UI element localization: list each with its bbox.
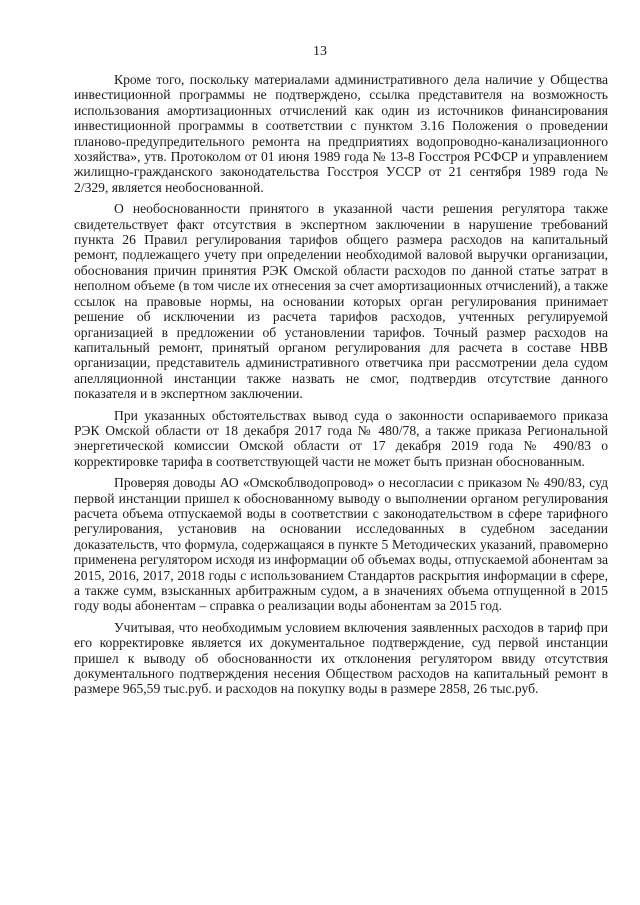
paragraph-3: При указанных обстоятельствах вывод суда о законности оспариваемого приказа РЭК Омской области от 18 декабря 2017 года № 480/78, а также приказа Региональной энергетической комиссии Омской области от 17 декабря 2019 года № 490/83 о корректировке тарифа в соответствующей части не может быть признан обоснованным. — [74, 407, 608, 469]
page-number: 13 — [313, 44, 327, 59]
document-body — [74, 72, 608, 703]
paragraph-2: О необоснованности принятого в указанной части решения регулятора также свидетельствует факт отсутствия в экспертном заключении в нарушение требований пункта 26 Правил регулирования тарифов общего размера расходов на капитальный ремонт, подлежащего учету при определении необходимой валовой выручки организации, обоснования причин принятия РЭК Омской области расходов по данной статье затрат в неполном объеме (в том числе их отнесения за счет амортизационных отчислений), а также ссылок на правовые нормы, на основании которых орган регулирования принимает решение об исключении из расчета тарифов расходов, учтенных регулируемой организацией в предложении об установлении тарифов. Точный размер расходов на капитальный ремонт, принятый органом регулирования для расчета в составе НВВ организации, представитель административного ответчика при рассмотрении дела судом апелляционной инстанции также назвать не смог, подтвердив отсутствие данного показателя и в экспертном заключении. — [74, 201, 608, 402]
paragraph-4: Проверяя доводы АО «Омскоблводопровод» о несогласии с приказом № 490/83, суд первой инстанции пришел к обоснованному выводу о выполнении органом регулирования расчета объема отпускаемой воды в соответствии с законодательством в сфере тарифного регулирования, установив на основании исследованных в судебном заседании доказательств, что формула, содержащаяся в пункте 5 Методических указаний, правомерно применена регулятором исходя из информации об объемах воды, отпускаемой абонентам за 2015, 2016, 2017, 2018 годы с использованием Стандартов раскрытия информации в сфере, а также сумм, взысканных арбитражным судом, а в значениях объема отпущенной в 2015 году воды абонентам – справка о реализации воды абонентам за 2015 год. — [74, 475, 608, 614]
paragraph-5: Учитывая, что необходимым условием включения заявленных расходов в тариф при его корректировке является их документальное подтверждение, суд первой инстанции пришел к выводу об обоснованности их отклонения регулятором ввиду отсутствия документального подтверждения несения Обществом расходов на капитальный ремонт в размере 965,59 тыс.руб. и расходов на покупку воды в размере 2858, 26 тыс.руб. — [74, 619, 608, 697]
paragraph-1: Кроме того, поскольку материалами административного дела наличие у Общества инвестиционной программы не подтверждено, ссылка представителя на возможность использования амортизационных отчислений как один из источников финансирования инвестиционной программы в соответствии с пунктом 3.16 Положения о проведении планово-предупредительного ремонта на предприятиях водопроводно-канализационного хозяйства», утв. Протоколом от 01 июня 1989 года № 13-8 Госстроя РСФСР и управлением жилищно-гражданского законодательства Госстроя УССР от 21 сентября 1989 года № 2/329, является необоснованной. — [74, 72, 608, 195]
